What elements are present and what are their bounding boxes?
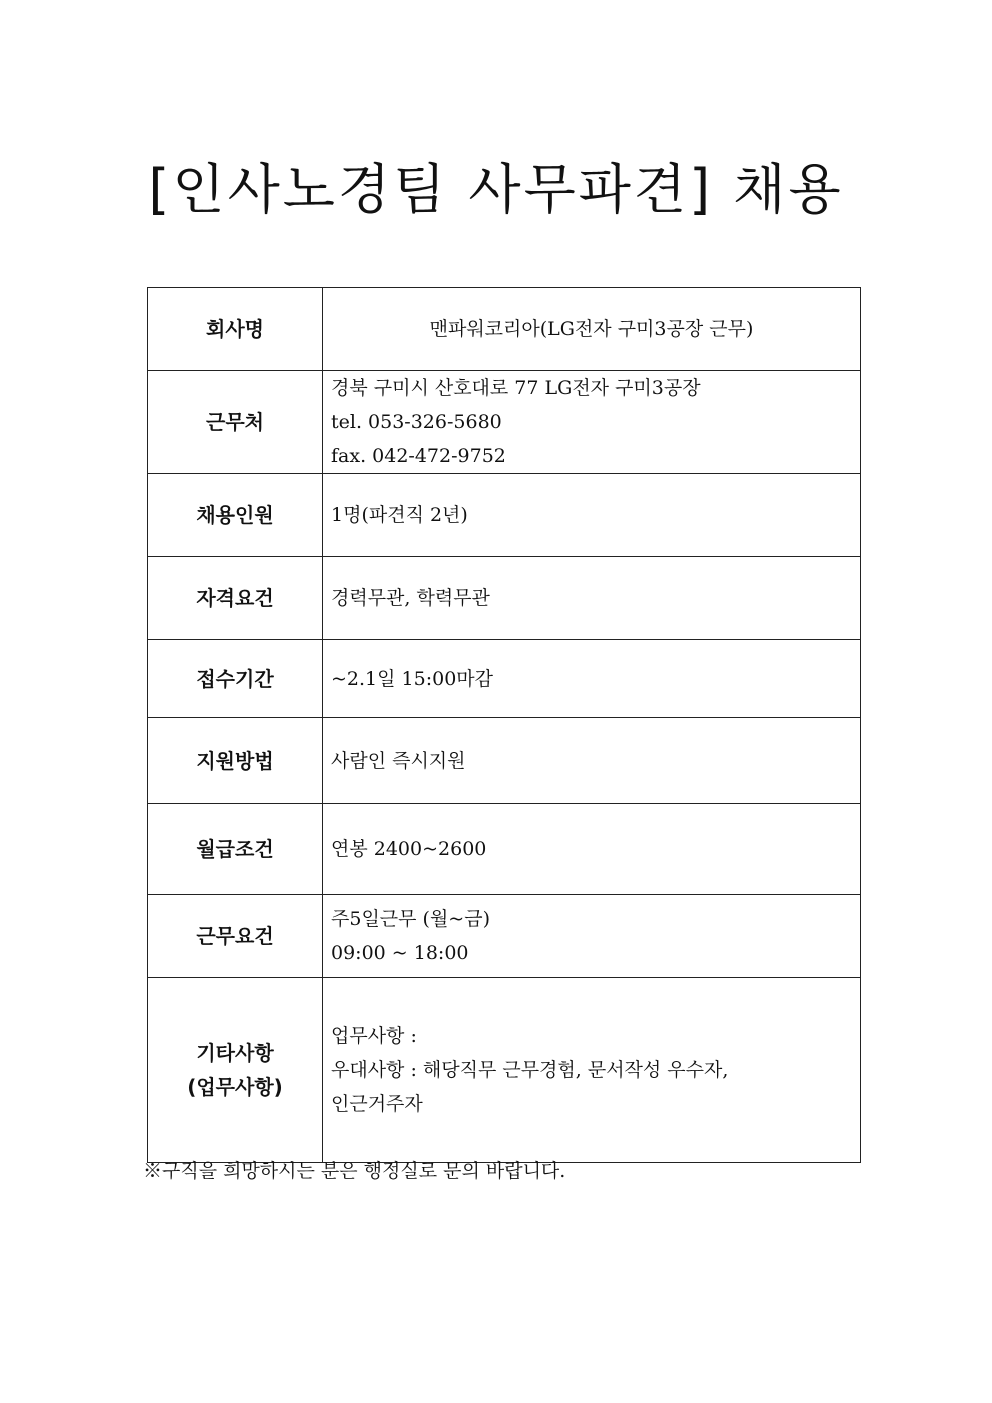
other-label (148, 978, 323, 1163)
table-row (148, 557, 861, 640)
qualification-text: 경력무관, 학력무관 (331, 587, 490, 609)
table-row (148, 640, 861, 718)
duties-text: 업무사항 : (331, 1025, 417, 1047)
workplace-label: 근무처 (148, 371, 323, 474)
table-row (148, 895, 861, 978)
other-label-main: 기타사항 (196, 1041, 274, 1065)
work-days: 주5일근무 (월~금) (331, 908, 490, 930)
preferences-text: 우대사항 : 해당직무 근무경험, 문서작성 우수자, (331, 1059, 729, 1081)
salary-value (323, 804, 861, 895)
work-conditions-label: 근무요건 (148, 895, 323, 978)
page-title: [인사노경팀 사무파견] 채용 (148, 158, 844, 221)
headcount-text: 1명(파견직 2년) (331, 504, 468, 526)
headcount-value (323, 474, 861, 557)
salary-text: 연봉 2400~2600 (331, 838, 487, 860)
other-label-sub: (업무사항) (187, 1075, 283, 1099)
table-row (148, 804, 861, 895)
table-row (148, 288, 861, 371)
salary-label: 월급조건 (148, 804, 323, 895)
application-period-value (323, 640, 861, 718)
application-period-label: 접수기간 (148, 640, 323, 718)
application-period-text: ~2.1일 15:00마감 (331, 667, 493, 690)
preferences-text-cont: 인근거주자 (331, 1093, 423, 1115)
apply-method-text: 사람인 즉시지원 (331, 749, 466, 772)
company-name: 맨파워코리아(LG전자 구미3공장 근무) (429, 318, 754, 340)
table-row (148, 474, 861, 557)
table-row (148, 371, 861, 474)
table-row (148, 718, 861, 804)
workplace-value (323, 371, 861, 474)
qualification-value (323, 557, 861, 640)
workplace-tel: tel. 053-326-5680 (331, 411, 502, 433)
apply-method-value (323, 718, 861, 804)
job-info-table (147, 287, 861, 1163)
workplace-fax: fax. 042-472-9752 (331, 445, 506, 467)
work-hours: 09:00 ~ 18:00 (331, 942, 469, 964)
workplace-address: 경북 구미시 산호대로 77 LG전자 구미3공장 (331, 377, 701, 399)
headcount-label: 채용인원 (148, 474, 323, 557)
work-conditions-value (323, 895, 861, 978)
company-value (323, 288, 861, 371)
table-row (148, 978, 861, 1163)
contact-note: ※구직을 희망하시는 분은 행정실로 문의 바랍니다. (143, 1160, 566, 1182)
company-label: 회사명 (148, 288, 323, 371)
qualification-label: 자격요건 (148, 557, 323, 640)
apply-method-label: 지원방법 (148, 718, 323, 804)
other-value (323, 978, 861, 1163)
